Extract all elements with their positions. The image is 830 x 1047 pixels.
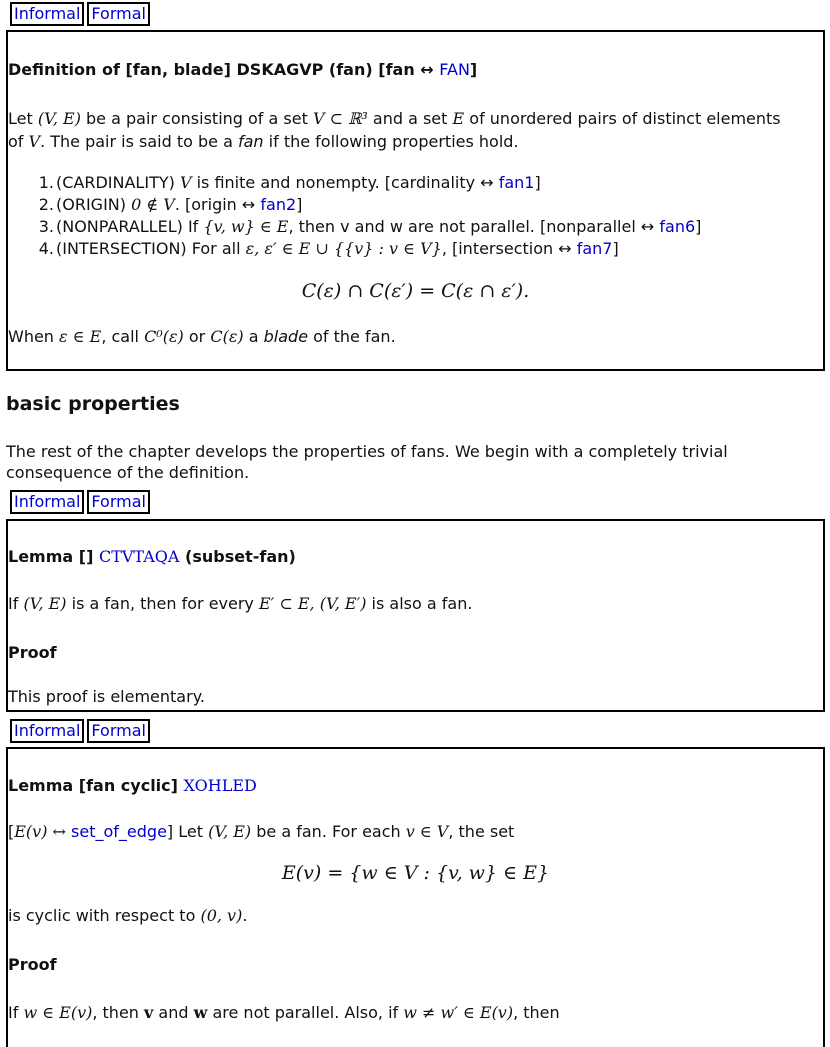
math: E′ ⊂ E, (V, E′) [258,594,367,613]
text: and [153,1003,194,1022]
tab-informal[interactable]: Informal [10,719,84,743]
text: be a fan. For each [251,822,406,841]
definition-heading-text: Definition of [fan, blade] DSKAGVP (fan) [fan ↔ [8,60,440,79]
text: . [242,906,248,925]
math: V [28,132,41,151]
text: If [8,594,24,613]
math: (0, v) [200,906,243,925]
text: is cyclic with respect to [8,906,201,925]
link-set-of-edge[interactable]: set_of_edge [71,822,167,841]
tab-formal[interactable]: Formal [87,719,150,743]
lemma-fan-cyclic-box [6,747,825,1047]
math: 0 ∉ V [131,195,175,214]
proof-text [8,1003,560,1022]
blade-term: blade [263,327,309,346]
text: . [origin ↔ [174,195,261,214]
definition-heading-end: ] [469,60,478,79]
text: of unordered pairs of distinct elements [464,109,781,128]
tabs-lemma-cyclic [10,719,153,743]
tab-informal[interactable]: Informal [10,490,84,514]
definition-link-fan[interactable]: FAN [439,60,470,79]
text: is finite and nonempty. [cardinality ↔ [191,173,499,192]
text: If [8,1003,24,1022]
section-title: basic properties [6,393,180,415]
definition-heading [8,60,477,79]
text: , call [101,327,145,346]
text: , the set [448,822,515,841]
text: (subset-fan) [179,547,296,566]
text: (ORIGIN) [56,195,132,214]
text: of the fan. [308,327,396,346]
text: or [183,327,211,346]
text: are not parallel. Also, if [207,1003,404,1022]
math: C(ε) [210,327,244,346]
math: V [179,173,192,192]
math: (V, E) [23,594,67,613]
text: , then v and w are not parallel. [nonparallel ↔ [288,217,660,236]
paragraph-line: The rest of the chapter develops the properties of fans. We begin with a completely trivial [6,442,728,461]
tabs-definition [10,2,153,26]
math: ε, ε′ ∈ E ∪ {{v} : v ∈ V} [245,239,442,258]
blade-sentence [8,327,396,346]
text: ] [695,217,702,236]
lemma-link-xohled[interactable]: XOHLED [183,776,257,795]
intersection-equation: C(ε) ∩ C(ε′) = C(ε ∩ ε′). [301,280,530,302]
tab-informal[interactable]: Informal [10,2,84,26]
text: and a set [367,109,453,128]
cyclic-statement [8,906,247,925]
lemma-heading [8,776,257,795]
math: w ∈ E(v) [23,1003,93,1022]
text: is also a fan. [366,594,473,613]
item-number: 3. [38,217,54,236]
list-item [38,194,701,216]
item-number: 2. [38,195,54,214]
math: E [452,109,465,128]
link-fan6[interactable]: fan6 [659,217,696,236]
definition-intro-line1 [8,109,781,128]
text: , then [92,1003,145,1022]
edge-set-equation: E(v) = {w ∈ V : {v, w} ∈ E} [281,862,550,884]
tabs-lemma-subset [10,490,153,514]
text: (NONPARALLEL) If [56,217,204,236]
math: v ∈ V [405,822,449,841]
text: (CARDINALITY) [56,173,180,192]
math: (V, E) [208,822,252,841]
math: ε ∈ E [59,327,102,346]
lemma-link-ctvtaqa[interactable]: CTVTAQA [98,547,180,566]
proof-title: Proof [8,643,57,662]
proof-text: This proof is elementary. [8,687,205,706]
math: v [144,1003,154,1022]
text: a [243,327,264,346]
math: {v, w} ∈ E [203,217,289,236]
link-fan2[interactable]: fan2 [260,195,297,214]
link-fan7[interactable]: fan7 [576,239,613,258]
tab-formal[interactable]: Formal [87,490,150,514]
definition-intro-line2 [8,132,519,151]
list-item [38,216,702,238]
item-number: 4. [38,239,54,258]
text: When [8,327,60,346]
text: of [8,132,29,151]
text: Lemma [fan cyclic] [8,776,184,795]
text: , [intersection ↔ [441,239,577,258]
paragraph-line: consequence of the definition. [6,463,250,482]
math: (V, E) [37,109,81,128]
text: if the following properties hold. [263,132,519,151]
item-number: 1. [38,173,54,192]
math: V ⊂ ℝ³ [312,109,368,128]
list-item [38,238,701,260]
lemma-subset-fan-box [6,519,825,712]
text: Let [8,109,38,128]
proof-title: Proof [8,955,57,974]
math: C⁰(ε) [144,327,184,346]
lemma-statement [8,822,514,841]
lemma-heading [8,547,296,566]
text: . The pair is said to be a [40,132,238,151]
text: ] [612,239,619,258]
text: is a fan, then for every [66,594,259,613]
text: , then [513,1003,560,1022]
list-item [38,172,701,194]
math: w [193,1003,208,1022]
tab-formal[interactable]: Formal [87,2,150,26]
fan-term: fan [237,132,264,151]
link-fan1[interactable]: fan1 [498,173,535,192]
text: ] [534,173,541,192]
math: E(v) ↔ [14,822,72,841]
text: (INTERSECTION) For all [56,239,246,258]
text: be a pair consisting of a set [80,109,313,128]
math: w ≠ w′ ∈ E(v) [403,1003,514,1022]
text: [ [8,822,15,841]
lemma-statement [8,594,472,613]
text: ] Let [166,822,209,841]
text: ] [296,195,303,214]
definition-box [6,30,825,371]
section-paragraph [6,441,816,483]
fan-properties-list [32,172,701,260]
text: Lemma [] [8,547,99,566]
